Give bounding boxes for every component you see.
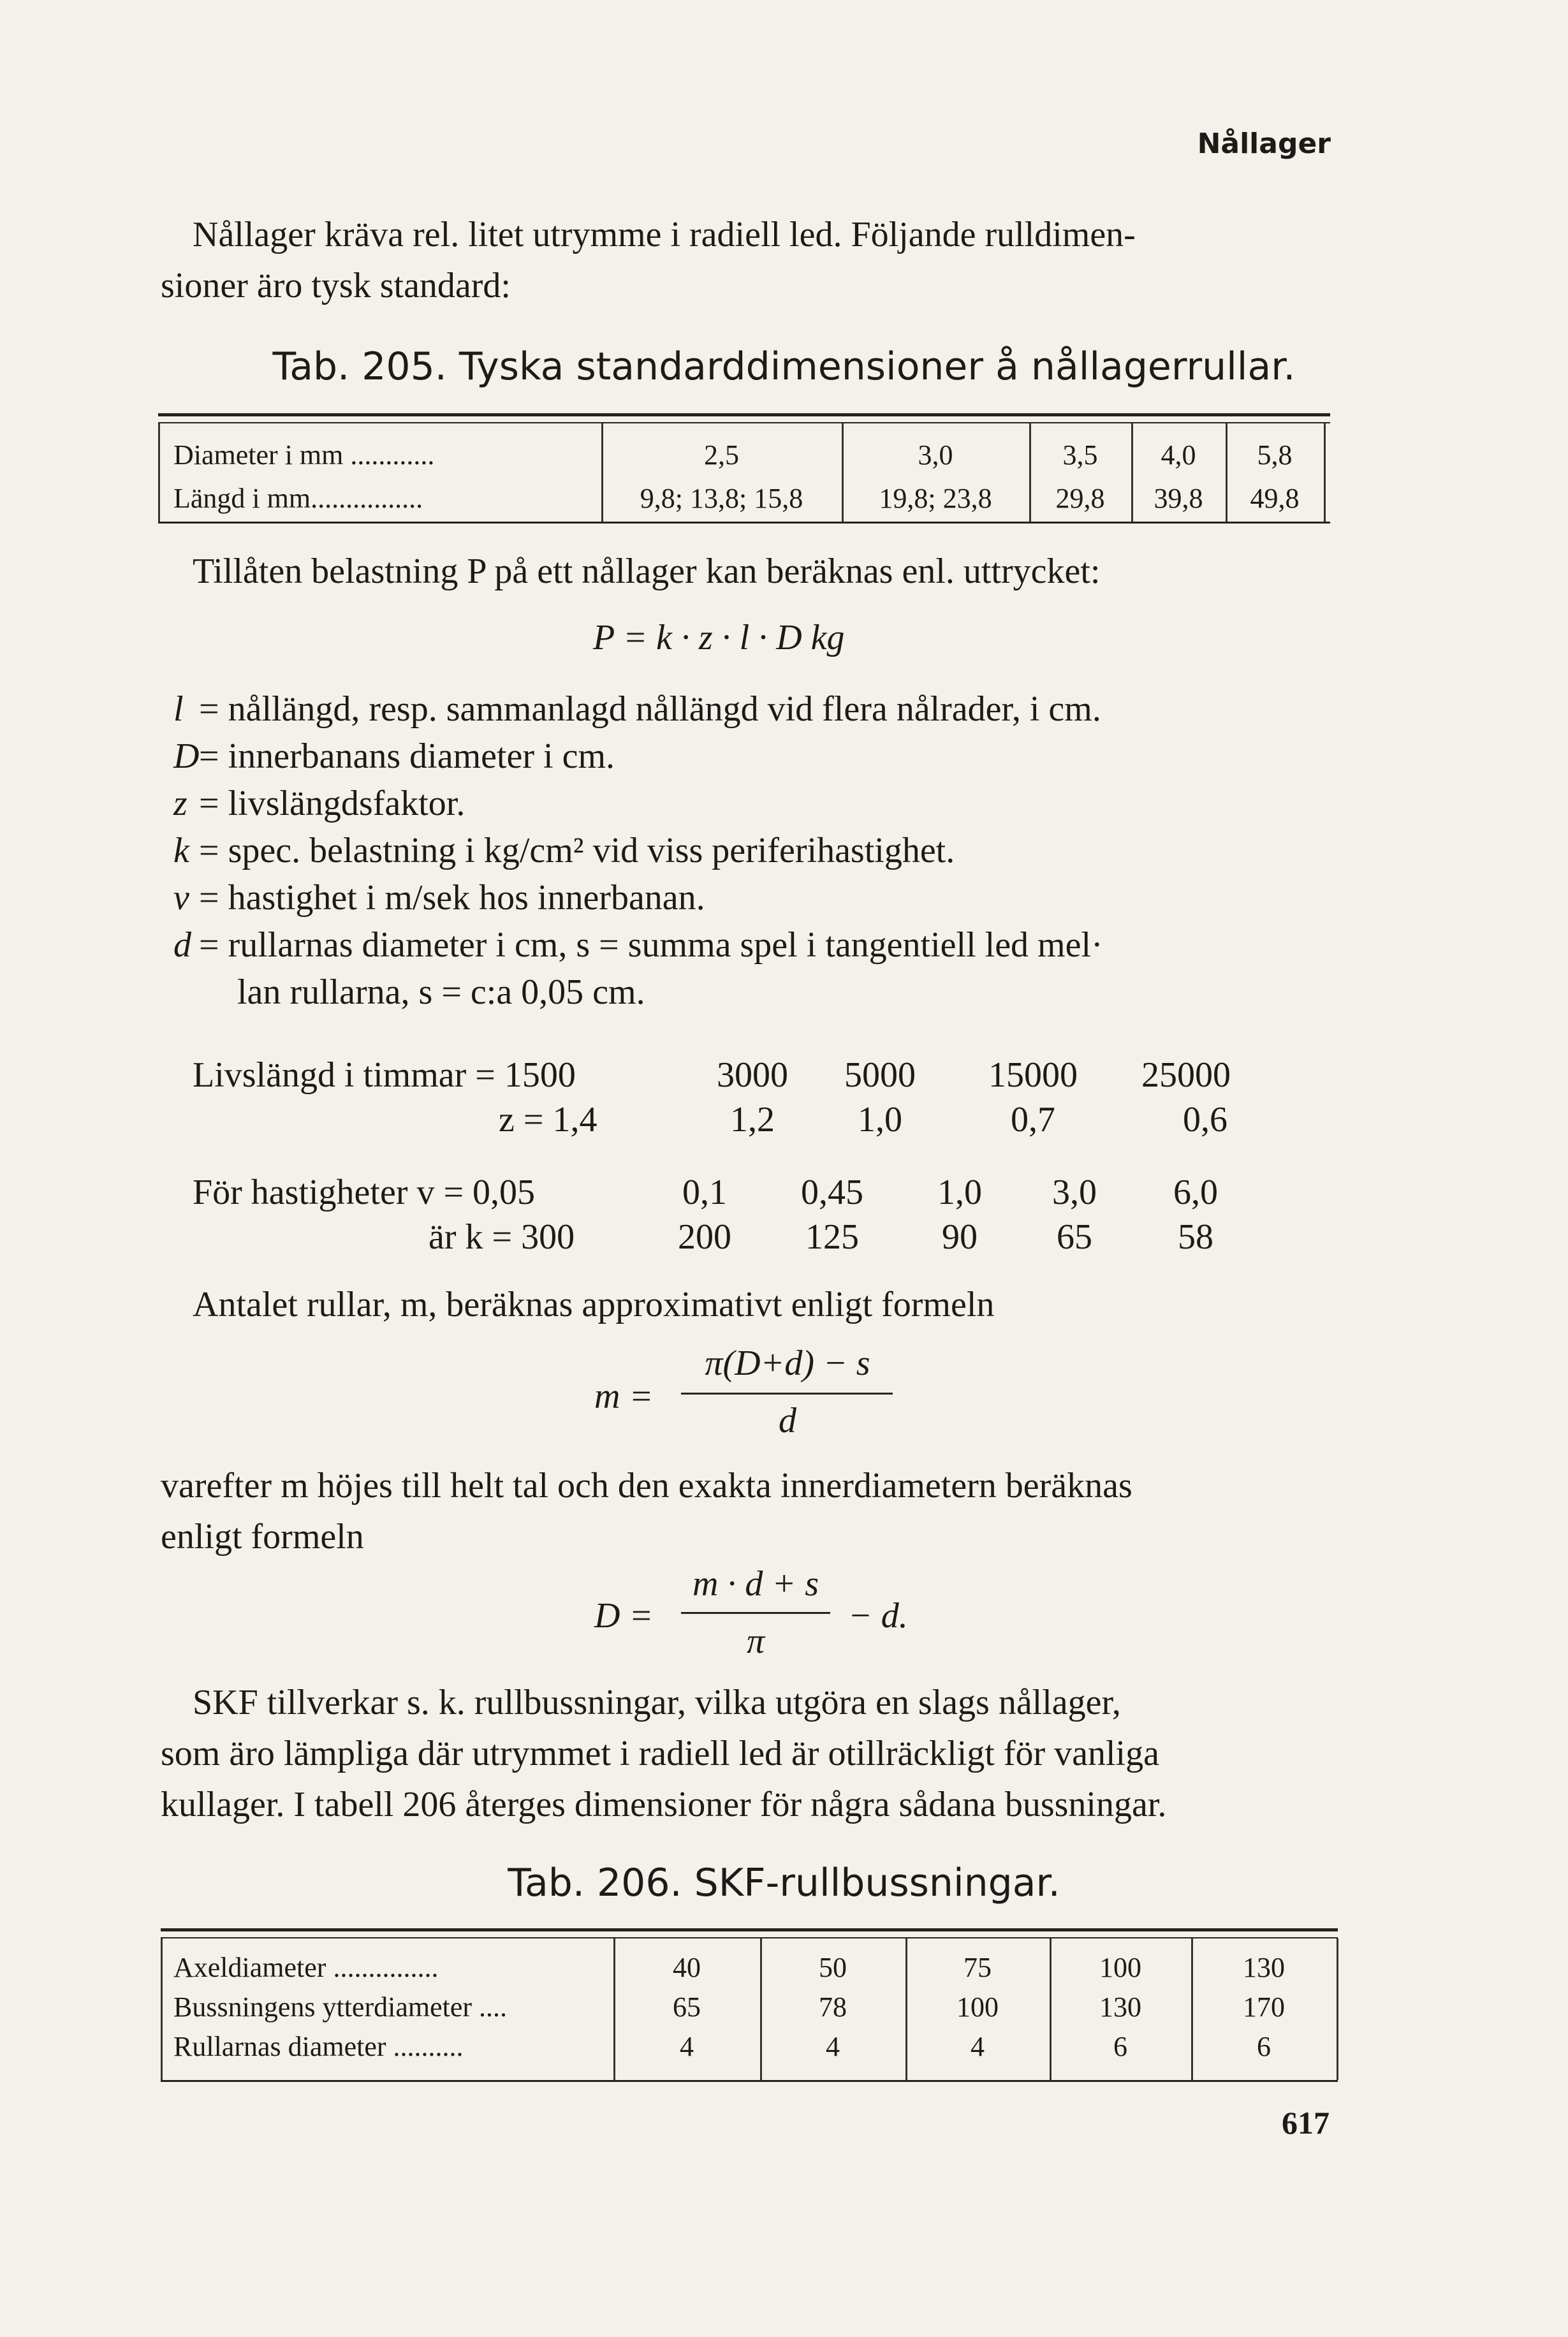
life-value: 15000 (988, 1055, 1078, 1095)
table-206-cell: 100 (1099, 1952, 1141, 1983)
definition-symbol: k (173, 831, 189, 870)
table-206-cell: 75 (964, 1952, 992, 1983)
definition-text: = livslängdsfaktor. (199, 784, 465, 823)
table-206-row-label: Rullarnas diameter .......... (173, 2031, 464, 2062)
table-205-cell: 19,8; 23,8 (879, 483, 992, 514)
speed-label-2: är k = 300 (429, 1217, 575, 1257)
diameter-formula-denominator: π (746, 1622, 765, 1661)
diameter-formula-tail: − d. (848, 1596, 908, 1636)
table-206-cell: 65 (673, 1991, 701, 2023)
speed-value: 65 (1057, 1217, 1092, 1257)
table-205-cell: 49,8 (1250, 483, 1300, 514)
table-205-cell: 9,8; 13,8; 15,8 (640, 483, 803, 514)
life-value: 3000 (717, 1055, 788, 1095)
rollers-formula-numerator: π(D+d) − s (705, 1344, 870, 1383)
skf-line-2: som äro lämpliga där utrymmet i radiell led är otillräckligt för vanliga (161, 1734, 1159, 1773)
table-205-cell: 2,5 (704, 439, 739, 471)
life-value: 25000 (1141, 1055, 1231, 1095)
speed-value: 125 (805, 1217, 859, 1257)
speed-value: 200 (678, 1217, 731, 1257)
diameter-formula-lhs: D = (594, 1596, 654, 1636)
table-206-cell: 170 (1243, 1991, 1285, 2023)
rollers-formula-denominator: d (779, 1401, 796, 1440)
table-205-cell: 3,5 (1062, 439, 1098, 471)
life-value: 0,6 (1183, 1100, 1227, 1139)
definition-symbol: l (173, 689, 184, 729)
skf-line-1: SKF tillverkar s. k. rullbussningar, vilka utgöra en slags nållager, (193, 1683, 1121, 1722)
speed-value: 0,45 (801, 1173, 863, 1212)
table-206-bottom-rule (161, 2080, 1338, 2082)
table-205-caption: Tab. 205. Tyska standarddimensioner å nållagerrullar. (272, 344, 1296, 389)
table-206-cell: 50 (819, 1952, 847, 1983)
definition-text: = spec. belastning i kg/cm² vid viss periferihastighet. (199, 831, 955, 870)
intro-line-1: Nållager kräva rel. litet utrymme i radiell led. Följande rulldimen- (193, 215, 1136, 254)
table-206-top-rule (161, 1928, 1338, 1931)
rollers-text: Antalet rullar, m, beräknas approximativt enligt formeln (193, 1285, 995, 1324)
table-205-cell: 3,0 (918, 439, 953, 471)
speed-value: 58 (1178, 1217, 1213, 1257)
table-205-bottom-rule (158, 522, 1330, 524)
definition-text: = rullarnas diameter i cm, s = summa spel i tangentiell led mel· (199, 925, 1103, 965)
skf-line-3: kullager. I tabell 206 återges dimensioner för några sådana bussningar. (161, 1785, 1167, 1824)
table-206-border-left (161, 1938, 163, 2080)
table-206-row-label: Bussningens ytterdiameter .... (173, 1991, 508, 2023)
table-206-cell: 130 (1243, 1952, 1285, 1983)
table-206-cell: 130 (1099, 1991, 1141, 2023)
definition-text: lan rullarna, s = c:a 0,05 cm. (237, 972, 645, 1012)
definition-text: = nållängd, resp. sammanlagd nållängd vid flera nålrader, i cm. (199, 689, 1101, 729)
life-label-2: z = 1,4 (499, 1100, 597, 1139)
rollers-fraction-bar (681, 1393, 893, 1395)
table-206-cell: 6 (1113, 2031, 1127, 2062)
diameter-fraction-bar (681, 1612, 830, 1614)
table-205-cell: 39,8 (1154, 483, 1203, 514)
table-205-border-right (1324, 423, 1326, 522)
definition-symbol: z (173, 784, 187, 823)
table-205-border-left (158, 423, 160, 522)
intro-line-2: sioner äro tysk standard: (161, 266, 511, 305)
table-206-cell: 6 (1257, 2031, 1271, 2062)
definition-text: = innerbanans diameter i cm. (199, 736, 615, 776)
definition-symbol: v (173, 878, 189, 918)
life-value: 5000 (844, 1055, 916, 1095)
table-205-row-label: Längd i mm................ (173, 483, 423, 514)
table-206-cell: 4 (826, 2031, 840, 2062)
table-206-cell: 100 (956, 1991, 999, 2023)
table-206-row-label: Axeldiameter ............... (173, 1952, 439, 1983)
life-label-1: Livslängd i timmar = 1500 (193, 1055, 576, 1095)
speed-value: 3,0 (1052, 1173, 1097, 1212)
speed-value: 1,0 (937, 1173, 982, 1212)
life-value: 0,7 (1011, 1100, 1055, 1139)
table-205-cell: 4,0 (1161, 439, 1196, 471)
definition-text: = hastighet i m/sek hos innerbanan. (199, 878, 705, 918)
table-205-row-label: Diameter i mm ............ (173, 439, 435, 471)
definition-symbol: d (173, 925, 191, 965)
load-formula: P = k · z · l · D kg (593, 618, 845, 657)
table-205-cell: 5,8 (1257, 439, 1293, 471)
table-206-cell: 4 (680, 2031, 694, 2062)
speed-value: 0,1 (682, 1173, 727, 1212)
table-206-border-right (1337, 1938, 1338, 2080)
table-206-caption: Tab. 206. SKF-rullbussningar. (508, 1861, 1060, 1905)
then-line-2: enligt formeln (161, 1517, 364, 1557)
running-head: Nållager (1197, 128, 1331, 160)
life-value: 1,2 (730, 1100, 775, 1139)
definition-symbol: D (173, 736, 200, 776)
diameter-formula-numerator: m · d + s (692, 1564, 819, 1604)
table-206-cell: 4 (971, 2031, 985, 2062)
speed-label-1: För hastigheter v = 0,05 (193, 1173, 536, 1212)
life-value: 1,0 (858, 1100, 902, 1139)
table-205-top-rule (158, 413, 1330, 416)
table-206-cell: 78 (819, 1991, 847, 2023)
table-206-top-rule-thin (161, 1937, 1338, 1938)
table-206-cell: 40 (673, 1952, 701, 1983)
page-number: 617 (1282, 2105, 1330, 2141)
speed-value: 90 (942, 1217, 978, 1257)
table-205-cell: 29,8 (1055, 483, 1105, 514)
table-205-top-rule-thin (158, 422, 1330, 423)
load-text: Tillåten belastning P på ett nållager kan beräknas enl. uttrycket: (193, 552, 1101, 591)
then-line-1: varefter m höjes till helt tal och den exakta innerdiametern beräknas (161, 1466, 1132, 1505)
rollers-formula-lhs: m = (594, 1377, 654, 1416)
speed-value: 6,0 (1173, 1173, 1218, 1212)
